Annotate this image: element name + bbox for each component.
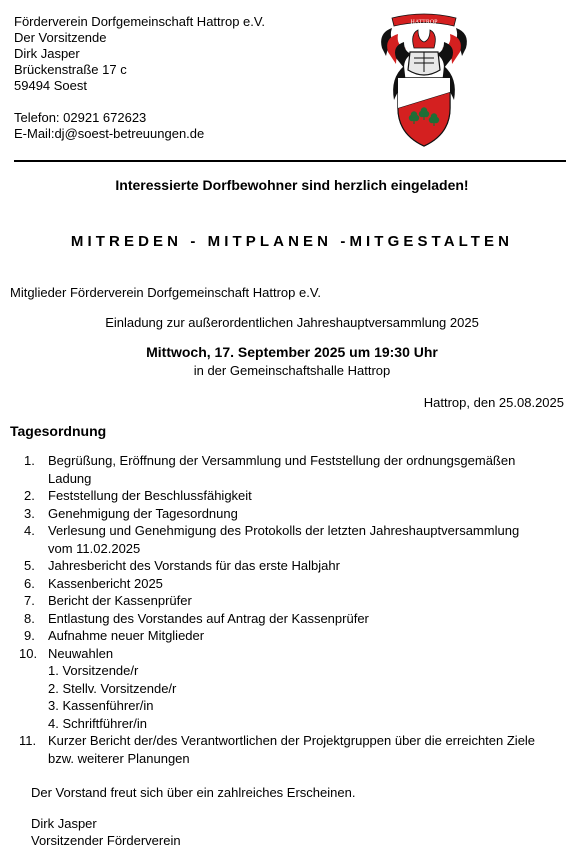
agenda-item-number: 9.: [24, 628, 35, 643]
agenda-item-number: 2.: [24, 488, 35, 503]
agenda-item: [0, 557, 580, 575]
closing-sentence: Der Vorstand freut sich über ein zahlreiches Erscheinen.: [31, 785, 356, 800]
sender-organization: Förderverein Dorfgemeinschaft Hattrop e.V.: [14, 14, 265, 29]
sender-street: Brückenstraße 17 c: [14, 62, 127, 77]
agenda-title: Tagesordnung: [10, 423, 107, 439]
agenda-item-text: Aufnahme neuer Mitglieder: [48, 628, 205, 643]
agenda-item: [0, 522, 580, 557]
crest-banner-text: HATTROP: [410, 19, 438, 26]
agenda-item-text: Begrüßung, Eröffnung der Versammlung und Feststellung der ordnungsgemäßen: [48, 453, 516, 468]
agenda-item-continuation: bzw. weiterer Planungen: [48, 750, 190, 766]
agenda-item: [0, 627, 580, 645]
agenda-item: [0, 732, 580, 767]
agenda-item: [0, 575, 580, 593]
sender-role: Der Vorsitzende: [14, 30, 107, 45]
agenda-subitem: 2. Stellv. Vorsitzende/r: [48, 680, 177, 696]
agenda-item-number: 7.: [24, 593, 35, 608]
agenda-item: [0, 487, 580, 505]
agenda-item-text: Verlesung und Genehmigung des Protokolls der letzten Jahreshauptversammlung: [48, 523, 520, 538]
invitation-title: Einladung zur außerordentlichen Jahreshauptversammlung 2025: [105, 315, 479, 330]
agenda-item-text: Entlastung des Vorstandes auf Antrag der Kassenprüfer: [48, 610, 369, 626]
agenda-item-text: Kurzer Bericht der/des Verantwortlichen der Projektgruppen über die erreichten Ziele: [48, 733, 536, 748]
place-and-date: Hattrop, den 25.08.2025: [423, 395, 564, 410]
agenda-item-number: 1.: [24, 453, 35, 468]
agenda-item-text: Kassenbericht 2025: [48, 575, 163, 591]
agenda-item-number: 5.: [24, 558, 35, 573]
sender-address-block: [14, 14, 265, 142]
meeting-date: Mittwoch, 17. September 2025 um 19:30 Uhr: [146, 344, 438, 360]
agenda-item-text: Genehmigung der Tagesordnung: [48, 505, 238, 521]
sender-name: Dirk Jasper: [14, 46, 80, 61]
invite-headline: Interessierte Dorfbewohner sind herzlich eingeladen!: [115, 177, 469, 193]
agenda-item-text: Neuwahlen: [48, 645, 114, 661]
sender-email: E-Mail:dj@soest-betreuungen.de: [14, 126, 205, 141]
signature-name: Dirk Jasper: [31, 816, 97, 831]
agenda-item-number: 8.: [24, 610, 35, 626]
agenda-subitem: 4. Schriftführer/in: [48, 715, 147, 731]
header-divider: [14, 160, 566, 162]
sender-city: 59494 Soest: [14, 78, 88, 93]
agenda-sublist: [48, 662, 580, 732]
agenda-item-continuation: vom 11.02.2025: [48, 540, 141, 556]
agenda-item-number: 10.: [19, 645, 38, 661]
agenda-subitem: 3. Kassenführer/in: [48, 698, 154, 713]
sender-phone: Telefon: 02921 672623: [14, 110, 147, 125]
agenda-subitem: 1. Vorsitzende/r: [48, 663, 139, 678]
hattrop-coat-of-arms-logo: [374, 8, 474, 160]
agenda-item: [0, 452, 580, 487]
signature-block: [31, 815, 181, 849]
agenda-item-text: Feststellung der Beschlussfähigkeit: [48, 488, 252, 503]
agenda-item: [0, 610, 580, 628]
agenda-item-number: 6.: [24, 575, 35, 591]
agenda-item-number: 3.: [24, 505, 35, 521]
agenda-item: [0, 645, 580, 733]
meeting-place: in der Gemeinschaftshalle Hattrop: [193, 363, 391, 378]
agenda-list: [0, 452, 580, 767]
agenda-item-number: 4.: [24, 523, 35, 538]
motto: MITREDEN - MITPLANEN -MITGESTALTEN: [70, 233, 514, 250]
agenda-item-text: Bericht der Kassenprüfer: [48, 593, 192, 608]
signature-title: Vorsitzender Förderverein: [31, 833, 181, 848]
spacer: [14, 94, 265, 110]
agenda-item-number: 11.: [19, 733, 37, 748]
agenda-item-continuation: Ladung: [48, 470, 92, 486]
agenda-item-text: Jahresbericht des Vorstands für das erste Halbjahr: [48, 558, 340, 573]
addressee: Mitglieder Förderverein Dorfgemeinschaft Hattrop e.V.: [10, 285, 321, 300]
agenda-item: [0, 592, 580, 610]
agenda-item: [0, 505, 580, 523]
